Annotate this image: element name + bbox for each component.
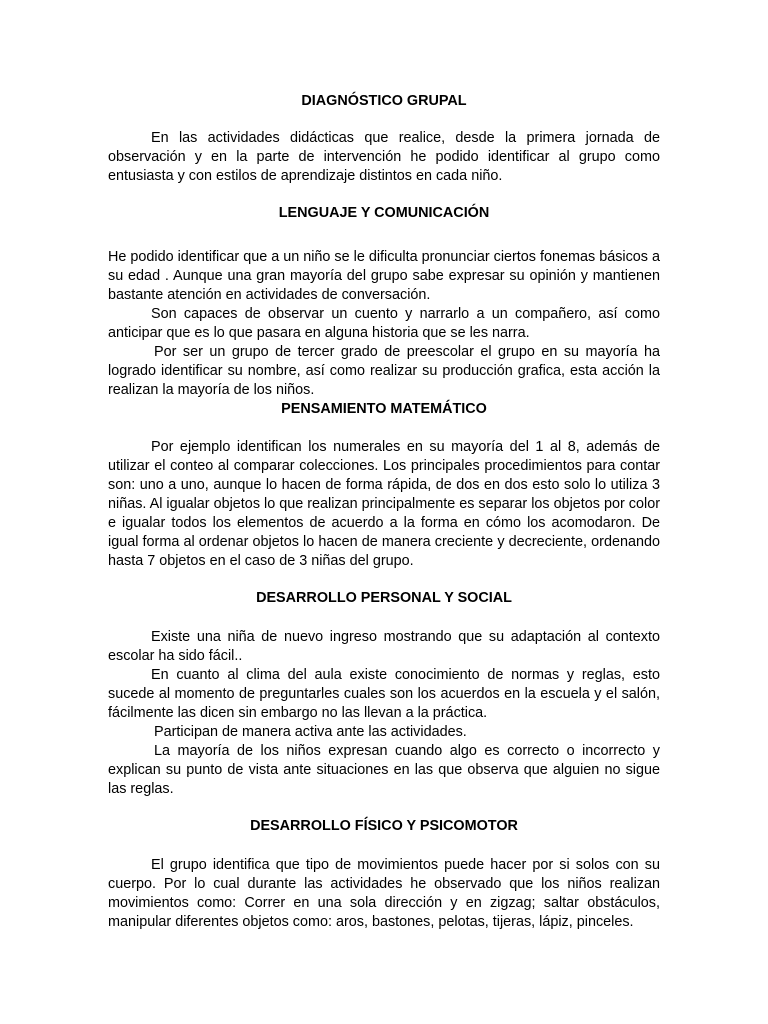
pensamiento-paragraph-1: Por ejemplo identifican los numerales en su mayoría del 1 al 8, además de utilizar el conteo al comparar colecciones. Los principales procedimientos para contar son: uno a uno, aunque lo hacen de forma rápida, de dos en dos esto solo lo utiliza 3 niñas. Al igualar objetos lo que realizan principalmente es separar los objetos por color e igualar todos los elementos de acuerdo a la forma en cómo los acomodaron. De igual forma al ordenar objetos lo hacen de manera creciente y decreciente, ordenando hasta 7 objetos en el caso de 3 niñas del grupo. bbox=[108, 439, 660, 569]
fisico-psicomotor-paragraph-1: El grupo identifica que tipo de movimientos puede hacer por si solos con su cuerpo. Por lo cual durante las actividades he observado que los niños realizan movimientos como: Correr en una sola dirección y en zigzag; saltar obstáculos, manipular diferentes objetos como: aros, bastones, pelotas, tijeras, lápiz, pinceles. bbox=[108, 857, 660, 930]
personal-social-paragraph-1: Existe una niña de nuevo ingreso mostrando que su adaptación al contexto escolar ha sido fácil.. bbox=[108, 629, 660, 664]
section-heading-lenguaje: LENGUAJE Y COMUNICACIÓN bbox=[278, 205, 490, 221]
section-heading-fisico-psicomotor: DESARROLLO FÍSICO Y PSICOMOTOR bbox=[250, 818, 518, 834]
personal-social-paragraph-4: La mayoría de los niños expresan cuando algo es correcto o incorrecto y explican su punto de vista ante situaciones en las que observa que alguien no sigue las reglas. bbox=[108, 743, 660, 797]
section-heading-personal-social: DESARROLLO PERSONAL Y SOCIAL bbox=[256, 590, 512, 606]
personal-social-paragraph-2: En cuanto al clima del aula existe conocimiento de normas y reglas, esto sucede al momento de preguntarles cuales son los acuerdos en la escuela y el salón, fácilmente las dicen sin embargo no las llevan a la práctica. bbox=[108, 667, 660, 721]
document-page bbox=[108, 0, 660, 932]
intro-paragraph: En las actividades didácticas que realice, desde la primera jornada de observación y en la parte de intervención he podido identificar al grupo como entusiasta y con estilos de aprendizaje distintos en cada niño. bbox=[108, 130, 660, 184]
section-heading-pensamiento: PENSAMIENTO MATEMÁTICO bbox=[281, 401, 487, 417]
document-title: DIAGNÓSTICO GRUPAL bbox=[301, 93, 467, 109]
lenguaje-paragraph-1: He podido identificar que a un niño se le dificulta pronunciar ciertos fonemas básicos a su edad . Aunque una gran mayoría del grupo sabe expresar su opinión y mantienen bastante atención en actividades de conversación. bbox=[108, 249, 660, 303]
personal-social-paragraph-3: Participan de manera activa ante las actividades. bbox=[154, 724, 467, 740]
lenguaje-paragraph-3: Por ser un grupo de tercer grado de preescolar el grupo en su mayoría ha logrado identificar su nombre, así como realizar su producción grafica, esta acción la realizan la mayoría de los niños. bbox=[108, 344, 660, 398]
lenguaje-paragraph-2: Son capaces de observar un cuento y narrarlo a un compañero, así como anticipar que es lo que pasara en alguna historia que se les narra. bbox=[108, 306, 660, 341]
